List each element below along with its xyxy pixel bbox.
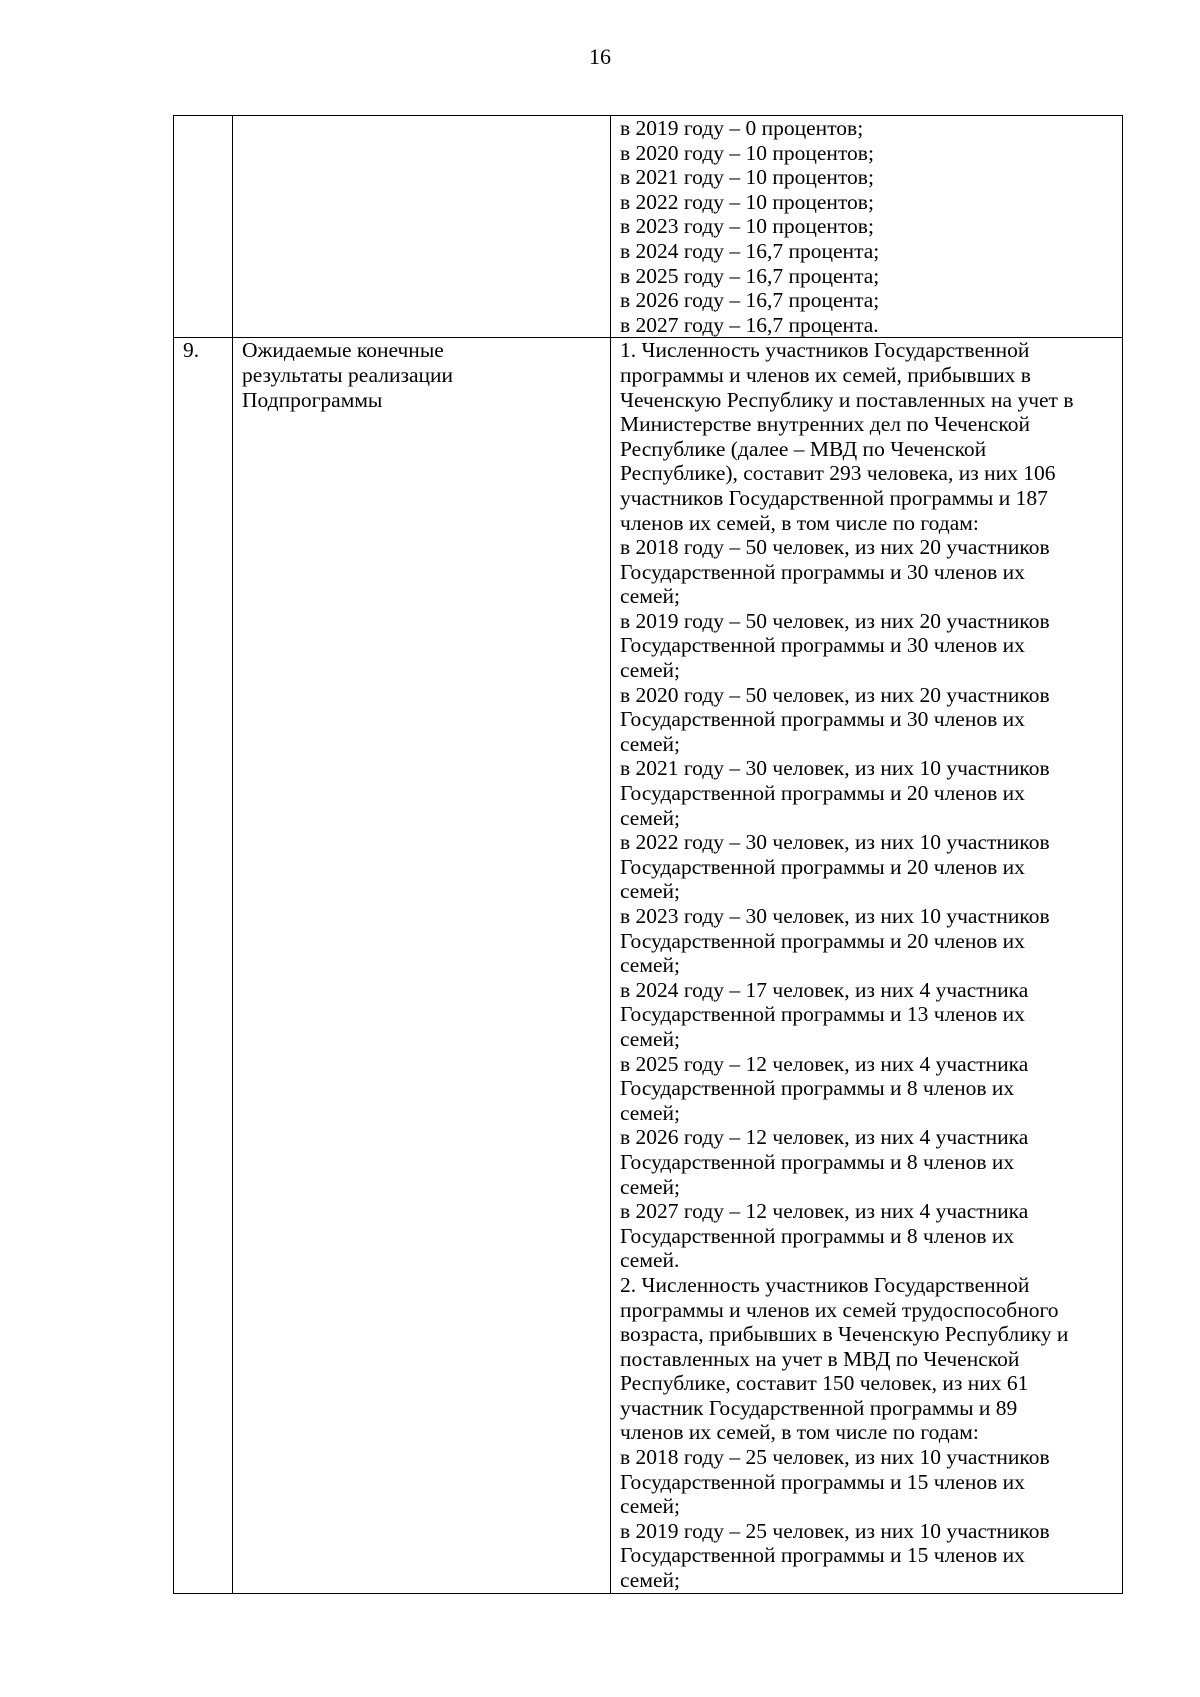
parameter-value-line: программы и членов их семей, прибывших в [620, 362, 1031, 387]
parameter-value-line: в 2026 году – 16,7 процента; [620, 288, 880, 313]
parameter-value-line: семей; [620, 584, 680, 609]
program-passport-table [173, 115, 1123, 1594]
parameter-value-line: Государственной программы и 8 членов их [620, 1149, 1015, 1174]
parameter-value-line: в 2025 году – 16,7 процента; [620, 263, 880, 288]
parameter-value-line: в 2024 году – 16,7 процента; [620, 238, 880, 263]
parameter-value-line: Чеченскую Республику и поставленных на учет в [620, 387, 1074, 412]
parameter-value-line: Государственной программы и 30 членов их [620, 633, 1025, 658]
parameter-value-line: членов их семей, в том числе по годам: [620, 510, 979, 535]
parameter-value-line: семей; [620, 1174, 680, 1199]
parameter-value-line: семей. [620, 1248, 680, 1273]
parameter-value-line: Государственной программы и 30 членов их [620, 559, 1025, 584]
parameter-value-line: Государственной программы и 15 членов их [620, 1469, 1025, 1494]
parameter-value-line: членов их семей, в том числе по годам: [620, 1420, 979, 1445]
parameter-value-line: участников Государственной программы и 187 [620, 485, 1048, 510]
parameter-value-line: Государственной программы и 30 членов их [620, 707, 1025, 732]
parameter-value-line: в 2020 году – 10 процентов; [620, 140, 874, 165]
parameter-value-line: в 2022 году – 10 процентов; [620, 189, 874, 214]
parameter-value-line: Государственной программы и 8 членов их [620, 1076, 1015, 1101]
parameter-value-line: семей; [620, 1568, 680, 1593]
parameter-value-line: Республике (далее – МВД по Чеченской [620, 436, 987, 461]
parameter-name-line: Ожидаемые конечные [242, 338, 444, 363]
parameter-value-line: в 2024 году – 17 человек, из них 4 участника [620, 977, 1029, 1002]
parameter-value-line: Государственной программы и 20 членов их [620, 781, 1025, 806]
parameter-value-line: участник Государственной программы и 89 [620, 1395, 1018, 1420]
table-row [174, 338, 1123, 1593]
parameter-value-cell [611, 116, 1123, 338]
parameter-value-line: 2. Численность участников Государственной [620, 1272, 1030, 1297]
parameter-value-line: в 2020 году – 50 человек, из них 20 участников [620, 682, 1050, 707]
parameter-value-line: программы и членов их семей трудоспособного [620, 1297, 1059, 1322]
parameter-value-line: в 2023 году – 30 человек, из них 10 участников [620, 904, 1050, 928]
parameter-name-cell [233, 116, 611, 338]
table-body [174, 116, 1123, 1594]
parameter-value-line: возраста, прибывших в Чеченскую Республику и [620, 1322, 1069, 1347]
parameter-value-line: в 2026 году – 12 человек, из них 4 участника [620, 1125, 1029, 1150]
parameter-value-line: Министерстве внутренних дел по Чеченской [620, 412, 1030, 437]
parameter-value-line: поставленных на учет в МВД по Чеченской [620, 1346, 1020, 1371]
parameter-value-line: в 2019 году – 25 человек, из них 10 участников [620, 1518, 1050, 1543]
parameter-value-line: семей; [620, 731, 680, 756]
parameter-value-line: в 2025 году – 12 человек, из них 4 участника [620, 1051, 1029, 1076]
parameter-value-cell [611, 338, 1123, 1593]
parameter-value-line: Республике), составит 293 человека, из них 106 [620, 461, 1056, 486]
parameter-value-line: семей; [620, 805, 680, 830]
row-number-cell: 9. [174, 338, 233, 1593]
parameter-value-line: семей; [620, 658, 680, 683]
parameter-value-line: семей; [620, 1100, 680, 1125]
parameter-value-line: семей; [620, 1494, 680, 1519]
parameter-value-line: Государственной программы и 13 членов их [620, 1002, 1025, 1027]
page-number: 16 [589, 44, 611, 69]
parameter-name-line: результаты реализации [242, 362, 454, 387]
table-row [174, 116, 1123, 338]
parameter-value-line: 1. Численность участников Государственной [620, 338, 1030, 363]
parameter-value-line: семей; [620, 1026, 680, 1051]
parameter-value-line: в 2023 году – 10 процентов; [620, 214, 874, 239]
parameter-value-line: семей; [620, 953, 680, 978]
parameter-name-line: Подпрограммы [242, 387, 383, 412]
parameter-value-line: Государственной программы и 15 членов их [620, 1543, 1025, 1568]
parameter-value-line: семей; [620, 879, 680, 904]
parameter-value-line: в 2019 году – 0 процентов; [620, 116, 864, 140]
parameter-value-line: Республике, составит 150 человек, из них 61 [620, 1371, 1029, 1396]
row-number-cell [174, 116, 233, 338]
parameter-value-line: в 2022 году – 30 человек, из них 10 участников [620, 830, 1050, 855]
parameter-value-line: Государственной программы и 20 членов их [620, 854, 1025, 879]
parameter-value-line: в 2018 году – 25 человек, из них 10 участников [620, 1445, 1050, 1470]
parameter-value-line: Государственной программы и 20 членов их [620, 928, 1025, 953]
parameter-value-line: в 2021 году – 10 процентов; [620, 165, 874, 190]
parameter-value-line: в 2021 году – 30 человек, из них 10 участников [620, 756, 1050, 781]
parameter-value-line: в 2027 году – 12 человек, из них 4 участника [620, 1199, 1029, 1224]
parameter-value-line: в 2018 году – 50 человек, из них 20 участников [620, 535, 1050, 560]
parameter-value-line: в 2027 году – 16,7 процента. [620, 312, 879, 337]
parameter-value-line: в 2019 году – 50 человек, из них 20 участников [620, 608, 1050, 633]
parameter-name-cell [233, 338, 611, 1593]
parameter-value-line: Государственной программы и 8 членов их [620, 1223, 1015, 1248]
